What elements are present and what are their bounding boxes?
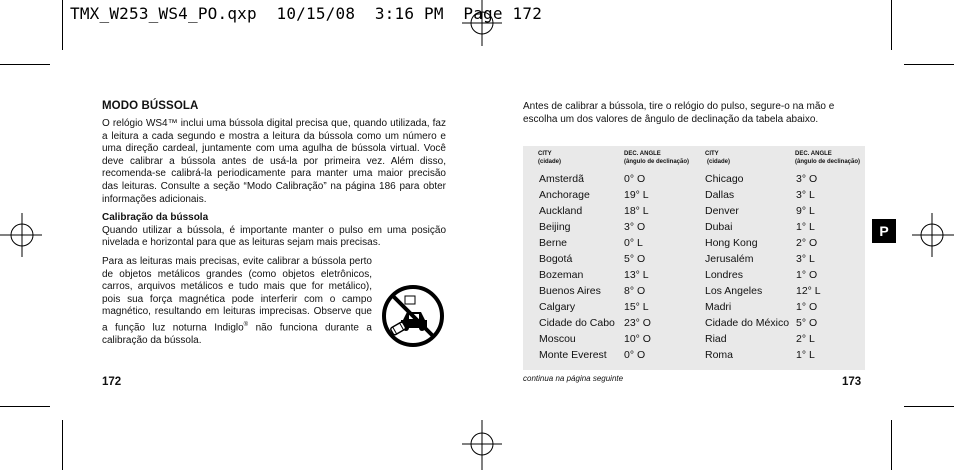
level-paragraph: Quando utilizar a bússola, é importante manter o pulso em uma posição nivelada e horizontal para que as leituras sejam mais precisas. [102,224,446,249]
table-cell-city: Hong Kong [705,237,758,249]
table-header-angle: DEC. ANGLE (ângulo de declinação) [795,151,861,165]
table-cell-angle: 19° L [624,189,649,201]
section-title: MODO BÚSSOLA [102,100,199,112]
subsection-title: Calibração da bússola [102,212,209,224]
table-cell-city: Anchorage [539,189,590,201]
table-cell-angle: 0° L [624,237,643,249]
slug-filename: TMX_W253_WS4_PO.qxp [70,4,257,23]
table-cell-city: Cidade do México [705,317,790,329]
table-cell-city: Los Angeles [705,285,763,297]
table-cell-angle: 5° O [624,253,646,265]
intro-paragraph: O relógio WS4™ inclui uma bússola digital precisa que, quando utilizada, faz a leitura a cada segundo e mostra a leitura da bússola como um número e uma direção cardeal, juntamente com uma agulha de bússola virtual. Você deve calibrar a bússola antes de usá-la por primeira vez. Além disso, recomenda-se calibrá-la periodicamente para manter uma maior precisão das leituras. Consulte a seção “Modo Calibração” na página 186 para obter informações adicionais. [102,118,446,205]
slug-page: Page 172 [463,4,543,23]
table-cell-angle: 5° O [796,317,818,329]
table-cell-angle: 12° L [796,285,821,297]
table-cell-angle: 0° O [624,349,646,361]
registered-mark: ® [243,321,249,328]
table-cell-angle: 1° O [796,301,818,313]
metal-warning-paragraph: Para as leituras mais precisas, evite calibrar a bússola perto de objetos metálicos grandes (como objetos eletrônicos, carros, arquivos metálicos e tudo mais que for metálico), pois sua força magnética pode interferir com o campo magnético, resultando em leituras imprecisas. Observe que a função luz noturna Indiglo® não funciona durante a calibração da bússola. [102,255,372,346]
table-cell-angle: 3° O [624,221,646,233]
table-cell-city: Madri [705,301,732,313]
table-cell-city: Jerusalém [705,253,754,265]
registration-mark-icon [0,213,42,257]
table-cell-city: Roma [705,349,734,361]
table-cell-city: Calgary [539,301,576,313]
table-cell-angle: 23° O [624,317,651,329]
table-header-angle: DEC. ANGLE (ângulo de declinação) [624,151,690,165]
table-cell-angle: 13° L [624,269,649,281]
continued-note: continua na página seguinte [523,374,624,383]
table-cell-angle: 18° L [624,205,649,217]
crop-mark [904,406,954,407]
registration-mark-icon [462,420,502,470]
table-cell-city: Amsterdã [539,173,584,185]
registration-mark-icon [462,0,502,46]
table-cell-angle: 0° O [624,173,646,185]
page-number-right: 173 [842,376,862,388]
slug-date: 10/15/08 [276,4,356,23]
table-cell-angle: 15° L [624,301,649,313]
crop-mark [0,406,50,407]
table-header-city: CITY (cidade) [538,151,562,165]
table-cell-city: Berne [539,237,568,249]
table-cell-angle: 3° L [796,253,815,265]
table-cell-angle: 1° O [796,269,818,281]
language-tab: P [872,219,896,243]
table-cell-angle: 2° L [796,333,815,345]
table-cell-city: Dallas [705,189,735,201]
crop-mark [62,420,63,470]
table-cell-city: Bozeman [539,269,584,281]
table-cell-city: Londres [705,269,743,281]
table-cell-angle: 3° O [796,173,818,185]
table-cell-city: Chicago [705,173,744,185]
table-cell-city: Buenos Aires [539,285,601,297]
table-cell-city: Cidade do Cabo [539,317,615,329]
table-cell-city: Monte Everest [539,349,607,361]
table-cell-city: Moscou [539,333,576,345]
page-number-left: 172 [102,376,122,388]
crop-mark [0,64,50,65]
table-cell-angle: 8° O [624,285,646,297]
table-cell-city: Beijing [539,221,571,233]
table-cell-angle: 1° L [796,221,815,233]
table-cell-city: Dubai [705,221,733,233]
table-cell-angle: 1° L [796,349,815,361]
no-car-near-watch-icon [381,284,445,348]
table-cell-angle: 2° O [796,237,818,249]
crop-mark [62,0,63,50]
table-header-city: CITY (cidade) [705,151,731,165]
crop-mark [891,420,892,470]
crop-mark [891,0,892,50]
slug-time: 3:16 PM [374,4,444,23]
registration-mark-icon [912,213,954,257]
table-cell-city: Bogotá [539,253,573,265]
declination-table [523,146,865,370]
crop-mark [904,64,954,65]
right-intro-paragraph: Antes de calibrar a bússola, tire o relógio do pulso, segure-o na mão e escolha um dos valores de ângulo de declinação da tabela abaixo. [523,101,835,125]
table-cell-city: Denver [705,205,739,217]
table-cell-angle: 9° L [796,205,815,217]
table-cell-city: Riad [705,333,727,345]
table-cell-city: Auckland [539,205,583,217]
table-cell-angle: 3° L [796,189,815,201]
table-cell-angle: 10° O [624,333,651,345]
